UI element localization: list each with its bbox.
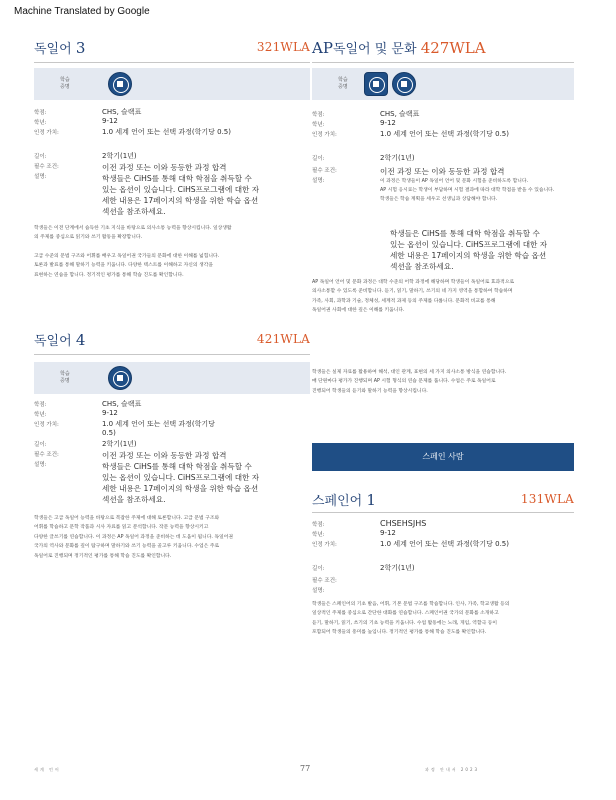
course-header bbox=[312, 490, 574, 510]
course-level: 1 bbox=[366, 491, 376, 509]
meta-value: CHSEHSJHS bbox=[380, 519, 427, 528]
meta-key: 길이: bbox=[34, 442, 47, 448]
section-header-spanish: 스페인 사람 bbox=[312, 443, 574, 471]
meta-key: 학년: bbox=[34, 412, 47, 418]
band-label: 학습 증명 bbox=[60, 77, 70, 90]
icon-band bbox=[34, 68, 310, 100]
meta-key: 인정 가치: bbox=[312, 542, 337, 548]
course-code: 321WLA bbox=[256, 40, 310, 54]
meta-key: 학년: bbox=[312, 122, 325, 128]
meta-value: CHS, 슬랙표 bbox=[102, 108, 142, 116]
footer-right: 과정 안내서 2023 bbox=[425, 767, 480, 772]
course-code: 131WLA bbox=[520, 492, 574, 506]
course-title bbox=[312, 490, 376, 509]
meta-value: 2학기(1년) bbox=[380, 154, 415, 162]
meta-key: 길이: bbox=[34, 154, 47, 160]
course-spanish-1 bbox=[312, 490, 574, 636]
meta-key: 필수 조건: bbox=[34, 452, 59, 458]
meta-key: 필수 조건: bbox=[312, 168, 337, 174]
meta-key: 길이: bbox=[312, 566, 325, 572]
meta-value: 9-12 bbox=[102, 117, 118, 125]
course-prereq-text: 이전 과정 또는 이와 동등한 과정 합격 학생들은 CiHS를 통해 대학 학점을 취득할 수 있는 옵션이 있습니다. CiHS프로그램에 대한 자 세한 내용은 17페이지의 학생을 위한 학습 옵션 섹션을 참조하세요. bbox=[102, 451, 260, 504]
course-title bbox=[34, 330, 85, 349]
course-description-2: 학생들은 실제 자료를 활용하여 해석, 대인 관계, 표현의 세 가지 의사소통 방식을 연습합니다. 매 단원마다 평가가 진행되며 AP 시험 형식의 연습 문제를 풉니다. 수업은 주로 독일어로 진행되어 학생들의 듣기와 말하기 능력을 향상시킵니다. bbox=[312, 370, 507, 394]
icon-band bbox=[312, 68, 574, 100]
meta-value: 1.0 세계 언어 또는 선택 과정(학기당 0.5) bbox=[380, 540, 509, 548]
course-prereq-text: 이전 과정 또는 이와 동등한 과정 합격 bbox=[380, 167, 505, 176]
page-number: 77 bbox=[300, 764, 311, 773]
meta-key: 설명: bbox=[312, 178, 325, 184]
meta-value: CHS, 슬랙표 bbox=[102, 400, 142, 408]
meta-value: 1.0 세계 언어 또는 선택 과정(학기당 bbox=[102, 420, 215, 428]
ap-label: AP bbox=[312, 39, 333, 57]
meta-key: 설명: bbox=[34, 462, 47, 468]
meta-value: 9-12 bbox=[380, 529, 396, 537]
meta-key: 인정 가치: bbox=[34, 130, 59, 136]
divider bbox=[34, 354, 310, 355]
meta-value: 2학기(1년) bbox=[380, 564, 415, 572]
course-code: 421WLA bbox=[256, 332, 310, 346]
course-ap-german bbox=[312, 38, 574, 394]
course-title bbox=[34, 38, 85, 57]
course-title-text: 독일어 bbox=[34, 334, 72, 349]
divider bbox=[312, 512, 574, 513]
icon-band bbox=[34, 362, 310, 394]
divider bbox=[34, 62, 310, 63]
meta-value: 2학기(1년) bbox=[102, 152, 137, 160]
course-title-text: 독일어 및 문화 bbox=[332, 42, 417, 57]
course-level: 3 bbox=[75, 39, 86, 57]
meta-key: 길이: bbox=[312, 156, 325, 162]
college-credit-icon bbox=[108, 366, 132, 390]
meta-value: 9-12 bbox=[380, 119, 396, 127]
band-label: 학습 증명 bbox=[60, 371, 70, 384]
meta-key: 학년: bbox=[34, 120, 47, 126]
divider bbox=[312, 62, 574, 63]
meta-key: 학년: bbox=[312, 532, 325, 538]
meta-key: 설명: bbox=[312, 588, 325, 594]
meta-value: 1.0 세계 언어 또는 선택 과정(학기당 0.5) bbox=[380, 130, 509, 138]
machine-translation-note: Machine Translated by Google bbox=[14, 6, 150, 17]
course-german-3 bbox=[34, 38, 310, 278]
meta-key: 학점: bbox=[34, 110, 47, 116]
meta-key: 인정 가치: bbox=[34, 422, 59, 428]
meta-value: CHS, 슬랙표 bbox=[380, 110, 420, 118]
meta-value: 2학기(1년) bbox=[102, 440, 137, 448]
ap-icon bbox=[364, 72, 388, 96]
course-cihs-text: 학생들은 CiHS를 통해 대학 학점을 취득할 수 있는 옵션이 있습니다. CiHS프로그램에 대한 자 세한 내용은 17페이지의 학생을 위한 학습 옵션 섹션을 참조하세요. bbox=[390, 229, 548, 271]
meta-key: 인정 가치: bbox=[312, 132, 337, 138]
band-label: 학습 증명 bbox=[338, 77, 348, 90]
course-level: 4 bbox=[75, 331, 86, 349]
college-credit-icon bbox=[392, 72, 416, 96]
course-description: AP 독일어 언어 및 문화 과정은 대학 수준의 어학 과정에 해당하며 학생들이 독일어로 효과적으로 의사소통할 수 있도록 준비합니다. 듣기, 읽기, 말하기, 쓰기의 네 가지 영역을 통합하여 학습하며 가족, 사회, 과학과 기술, 정체성, 세계적 과제 등의 주제를 다룹니다. 문화적 비교를 통해 독일어권 사회에 대한 깊은 이해를 키웁니다. bbox=[312, 280, 515, 314]
meta-value: 1.0 세계 언어 또는 선택 과정(학기당 0.5) bbox=[102, 128, 231, 136]
course-exam-note: 이 과정은 학생들이 AP 독일어 언어 및 문화 시험을 준비하도록 합니다. AP 시험 응시료는 학생이 부담하며 시험 결과에 따라 대학 학점을 받을 수 있습니다. 학생들은 학습 계획을 세우고 선생님과 상담해야 합니다. bbox=[380, 179, 555, 202]
meta-key: 학점: bbox=[312, 522, 325, 528]
course-title bbox=[312, 38, 486, 57]
course-description: 학생들은 이전 단계에서 습득한 기초 지식을 바탕으로 의사소통 능력을 향상시킵니다. 일상생활 의 주제를 중심으로 읽기와 쓰기 활동을 확장합니다. bbox=[34, 226, 232, 241]
course-header bbox=[312, 38, 574, 58]
meta-key: 필수 조건: bbox=[34, 164, 59, 170]
course-prereq-text: 이전 과정 또는 이와 동등한 과정 합격 학생들은 CiHS를 통해 대학 학점을 취득할 수 있는 옵션이 있습니다. CiHS프로그램에 대한 자 세한 내용은 17페이지의 학생을 위한 학습 옵션 섹션을 참조하세요. bbox=[102, 163, 260, 216]
meta-key: 학점: bbox=[312, 112, 325, 118]
course-german-4 bbox=[34, 330, 310, 559]
meta-key: 학점: bbox=[34, 402, 47, 408]
meta-value: 0.5) bbox=[102, 429, 116, 437]
course-header bbox=[34, 38, 310, 58]
meta-key: 설명: bbox=[34, 174, 47, 180]
course-description: 학생들은 고급 독일어 능력을 바탕으로 복잡한 주제에 대해 토론합니다. 고급 문법 구조와 어휘를 학습하고 문학 작품과 시사 자료를 읽고 분석합니다. 작문 능력을 향상시키고 다양한 글쓰기를 연습합니다. 이 과정은 AP 독일어 과정을 준비하는 데 도움이 됩니다. 독일어권 국가의 역사와 문화를 깊이 탐구하며 말하기와 쓰기 능력을 골고루 키웁니다. 수업은 주로 독일어로 진행되며 정기적인 평가를 통해 학습 진도를 확인합니다. bbox=[34, 516, 233, 559]
course-description-2: 고급 수준의 문법 구조와 어휘를 배우고 독일어권 국가들의 문화에 대한 이해를 넓힙니다. 토론과 발표를 통해 말하기 능력을 키웁니다. 다양한 텍스트를 이해하고 자신의 생각을 표현하는 연습을 합니다. 정기적인 평가를 통해 학습 진도를 확인합니다. bbox=[34, 254, 220, 278]
course-title-text: 독일어 bbox=[34, 42, 72, 57]
course-description: 학생들은 스페인어의 기초 발음, 어휘, 기본 문법 구조를 학습합니다. 인사, 가족, 학교생활 등의 일상적인 주제를 중심으로 간단한 대화를 연습합니다. 스페인어권 국가의 문화를 소개하고 듣기, 말하기, 읽기, 쓰기의 기초 능력을 키웁니다. 수업 활동에는 노래, 게임, 역할극 등이 포함되어 학생들의 흥미를 높입니다. 정기적인 평가를 통해 학습 진도를 확인합니다. bbox=[312, 602, 510, 636]
course-title-text: 스페인어 bbox=[312, 494, 363, 509]
meta-key: 필수 조건: bbox=[312, 578, 337, 584]
course-header bbox=[34, 330, 310, 350]
footer-left: 세계 언어 bbox=[34, 767, 61, 772]
course-code: 427WLA bbox=[420, 39, 486, 57]
college-credit-icon bbox=[108, 72, 132, 96]
meta-value: 9-12 bbox=[102, 409, 118, 417]
